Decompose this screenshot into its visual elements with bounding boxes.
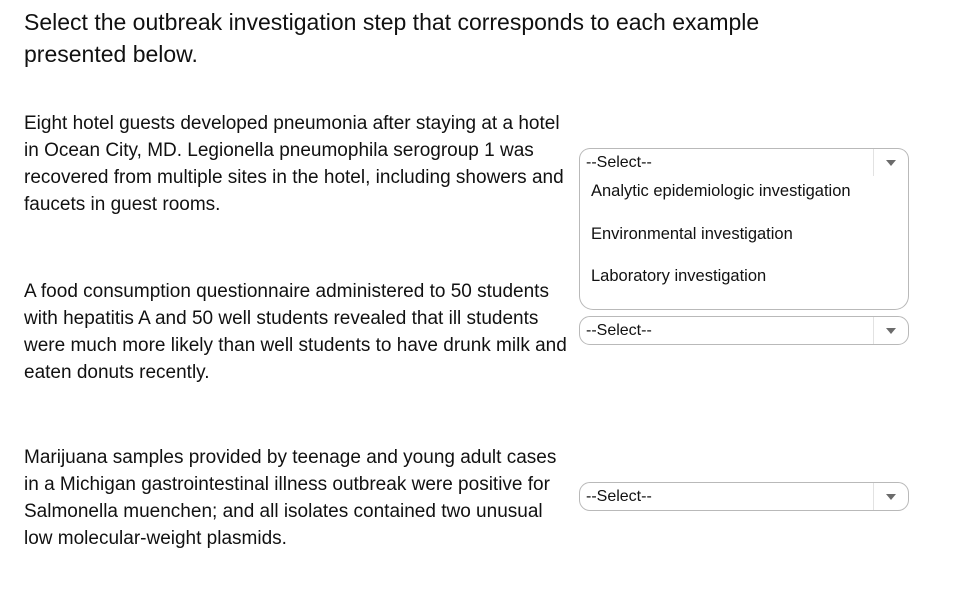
instructions-text: Select the outbreak investigation step that corresponds to each example presented below.	[24, 9, 760, 67]
dropdown-option-environmental[interactable]: Environmental investigation	[591, 225, 793, 243]
question-3-select-value: --Select--	[586, 488, 652, 505]
chevron-down-icon	[886, 160, 896, 166]
question-3-select-toggle[interactable]	[873, 483, 908, 510]
question-3-text: Marijuana samples provided by teenage and young adult cases in a Michigan gastrointestinal illness outbreak were positive for Salmonella muenchen; and all isolates contained two unusual low molecular-weight plasmids.	[24, 447, 557, 549]
chevron-down-icon	[886, 494, 896, 500]
question-2-text: A food consumption questionnaire administered to 50 students with hepatitis A and 50 well students revealed that ill students were much more likely than well students to have drunk milk and eaten donuts recently.	[24, 281, 567, 383]
question-1-text: Eight hotel guests developed pneumonia after staying at a hotel in Ocean City, MD. Legionella pneumophila serogroup 1 was recovered from multiple sites in the hotel, including showers and faucets in guest rooms.	[24, 113, 564, 215]
question-1-select[interactable]	[579, 148, 909, 177]
question-2-select-value: --Select--	[586, 322, 652, 339]
question-1-select-toggle[interactable]	[873, 149, 908, 176]
question-1-dropdown-list	[579, 176, 909, 310]
chevron-down-icon	[886, 328, 896, 334]
question-2-select-toggle[interactable]	[873, 317, 908, 344]
question-2-select[interactable]	[579, 316, 909, 345]
question-1-select-value: --Select--	[586, 154, 652, 171]
dropdown-option-analytic[interactable]: Analytic epidemiologic investigation	[591, 182, 851, 200]
dropdown-option-laboratory[interactable]: Laboratory investigation	[591, 267, 767, 285]
question-3-select[interactable]	[579, 482, 909, 511]
